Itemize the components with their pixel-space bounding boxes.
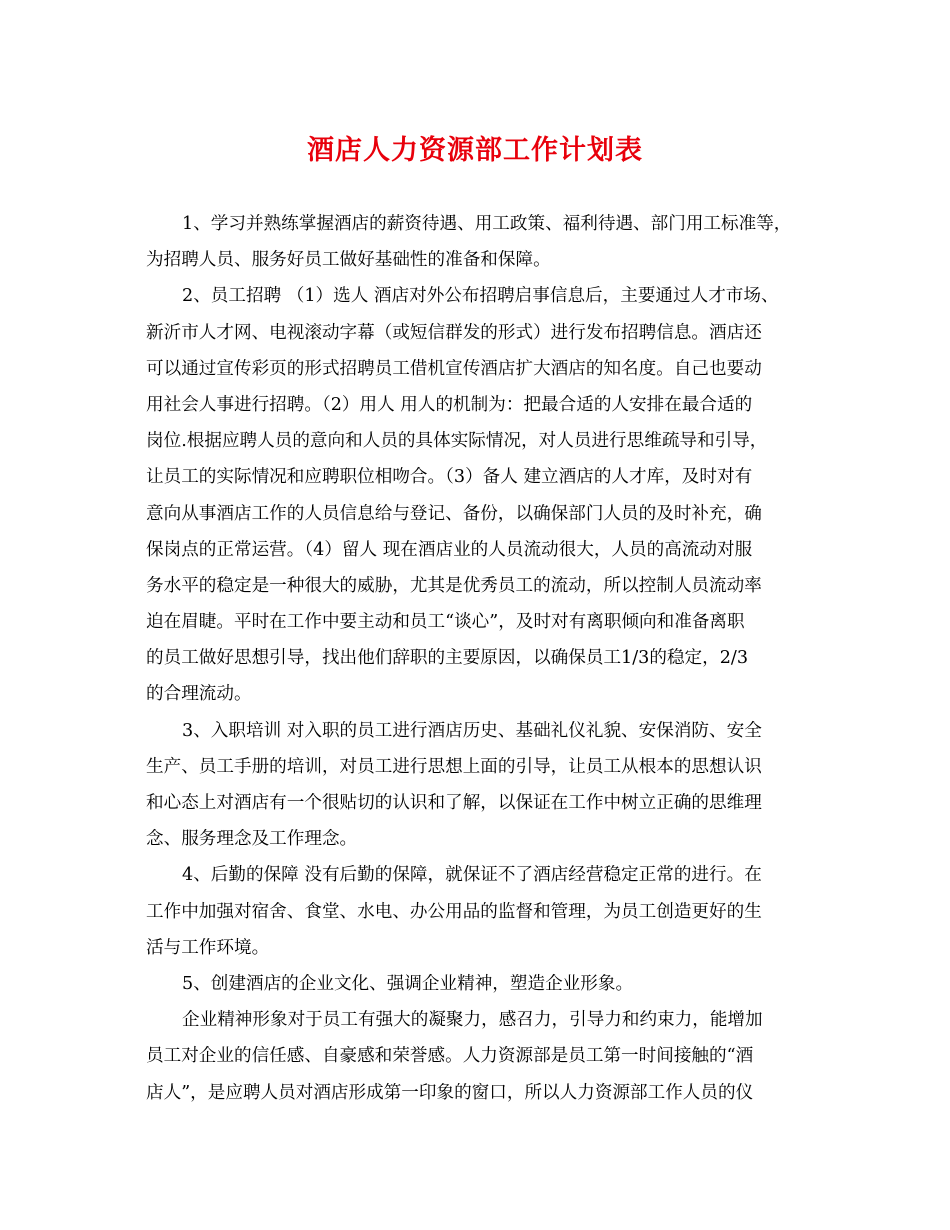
text-line: 可以通过宣传彩页的形式招聘员工借机宣传酒店扩大酒店的知名度。自己也要动 bbox=[146, 358, 762, 379]
text-line: 4、后勤的保障 没有后勤的保障，就保证不了酒店经营稳定正常的进行。在 bbox=[182, 865, 762, 886]
text-line: 务水平的稳定是一种很大的威胁，尤其是优秀员工的流动，所以控制人员流动率 bbox=[146, 575, 762, 596]
text-line: 店人”，是应聘人员对酒店形成第一印象的窗口，所以人力资源部工作人员的仪 bbox=[146, 1082, 754, 1103]
text-line: 岗位.根据应聘人员的意向和人员的具体实际情况，对人员进行思维疏导和引导， bbox=[146, 431, 768, 452]
text-line: 用社会人事进行招聘。（2）用人 用人的机制为：把最合适的人安排在最合适的 bbox=[146, 394, 753, 415]
text-line: 的合理流动。 bbox=[146, 684, 252, 705]
text-line: 员工对企业的信任感、自豪感和荣誉感。人力资源部是员工第一时间接触的“酒 bbox=[146, 1046, 754, 1067]
text-line: 意向从事酒店工作的人员信息给与登记、备份，以确保部门人员的及时补充，确 bbox=[146, 503, 762, 524]
text-line: 工作中加强对宿舍、食堂、水电、办公用品的监督和管理，为员工创造更好的生 bbox=[146, 901, 762, 922]
text-line: 保岗点的正常运营。（4）留人 现在酒店业的人员流动很大，人员的高流动对服 bbox=[146, 539, 753, 560]
text-line: 念、服务理念及工作理念。 bbox=[146, 829, 358, 850]
text-line: 让员工的实际情况和应聘职位相吻合。（3）备人 建立酒店的人才库，及时对有 bbox=[146, 467, 753, 488]
text-line: 的员工做好思想引导，找出他们辞职的主要原因，以确保员工1/3的稳定，2/3 bbox=[146, 648, 749, 669]
text-line: 新沂市人才网、电视滚动字幕（或短信群发的形式）进行发布招聘信息。酒店还 bbox=[146, 322, 762, 343]
text-line: 3、入职培训 对入职的员工进行酒店历史、基础礼仪礼貌、安保消防、安全 bbox=[182, 720, 762, 741]
text-line: 2、员工招聘 （1）选人 酒店对外公布招聘启事信息后，主要通过人才市场、 bbox=[182, 286, 779, 307]
text-line: 活与工作环境。 bbox=[146, 937, 270, 958]
text-line: 和心态上对酒店有一个很贴切的认识和了解，以保证在工作中树立正确的思维理 bbox=[146, 793, 762, 813]
document-body bbox=[146, 206, 814, 1111]
text-line: 生产、员工手册的培训，对员工进行思想上面的引导，让员工从根本的思想认识 bbox=[146, 756, 762, 777]
document-title: 酒店人力资源部工作计划表 bbox=[307, 135, 643, 166]
text-line: 企业精神形象对于员工有强大的凝聚力，感召力，引导力和约束力，能增加 bbox=[182, 1010, 763, 1031]
text-line: 1、学习并熟练掌握酒店的薪资待遇、用工政策、福利待遇、部门用工标准等， bbox=[182, 214, 792, 234]
text-line: 迫在眉睫。平时在工作中要主动和员工“谈心”，及时对有离职倾向和准备离职 bbox=[146, 612, 745, 633]
text-line: 5、创建酒店的企业文化、强调企业精神，塑造企业形象。 bbox=[182, 973, 634, 994]
text-line: 为招聘人员、服务好员工做好基础性的准备和保障。 bbox=[146, 250, 551, 271]
